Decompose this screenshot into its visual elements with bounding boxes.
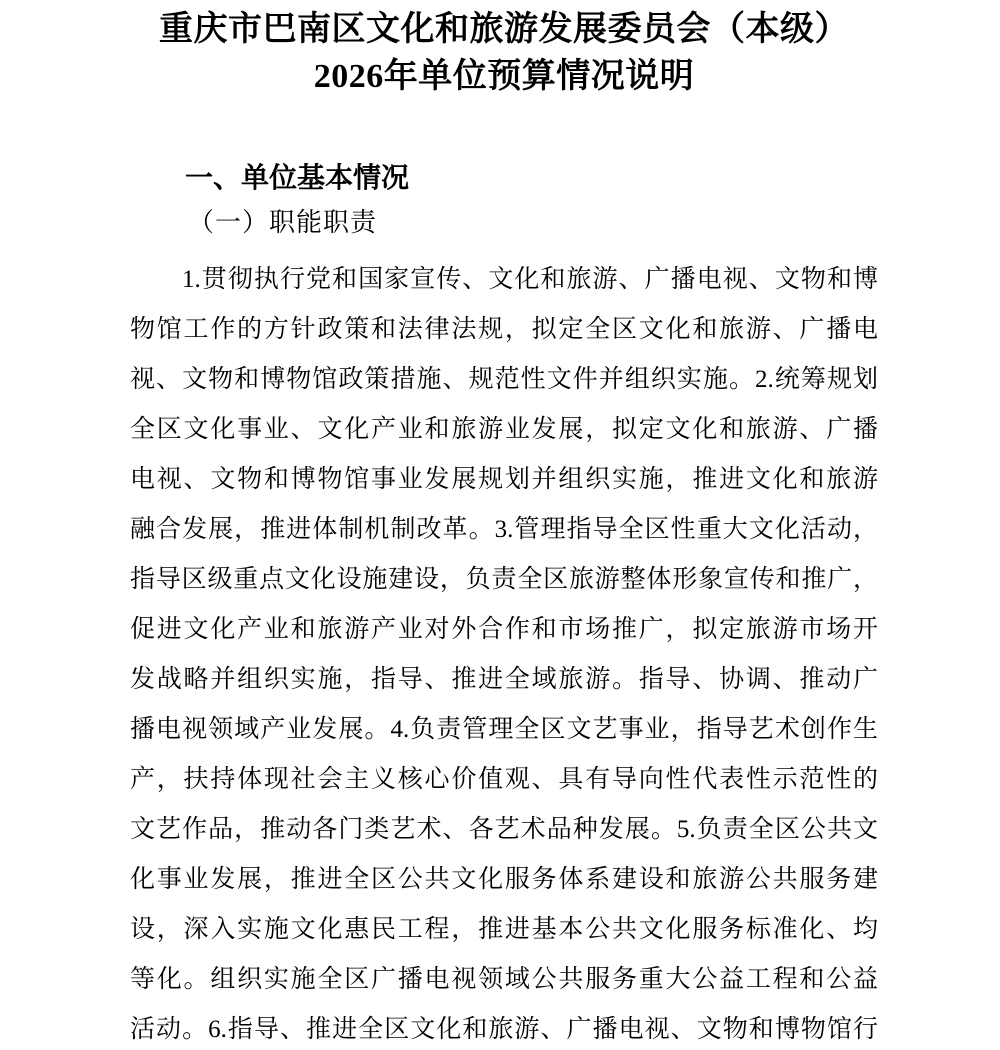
- body-line: 文艺作品，推动各门类艺术、各艺术品种发展。5.负责全区公共文: [130, 816, 878, 843]
- body-line: 活动。6.指导、推进全区文化和旅游、广播电视、文物和博物馆行: [130, 1016, 878, 1043]
- body-line: 化事业发展，推进全区公共文化服务体系建设和旅游公共服务建: [130, 866, 878, 893]
- body-line: 播电视领域产业发展。4.负责管理全区文艺事业，指导艺术创作生: [130, 716, 878, 743]
- document-title: [130, 6, 878, 100]
- body-line: 视、文物和博物馆政策措施、规范性文件并组织实施。2.统筹规划: [130, 366, 878, 393]
- body-line: 1.贯彻执行党和国家宣传、文化和旅游、广播电视、文物和博: [182, 266, 878, 293]
- body-paragraph: [130, 255, 878, 1050]
- subsection-heading-duties: （一）职能职责: [188, 208, 378, 237]
- body-line: 设，深入实施文化惠民工程，推进基本公共文化服务标准化、均: [130, 916, 878, 943]
- document-title-line1: 重庆市巴南区文化和旅游发展委员会（本级）: [159, 11, 849, 48]
- section-heading-basic-info: 一、单位基本情况: [185, 162, 410, 193]
- body-line: 等化。组织实施全区广播电视领域公共服务重大公益工程和公益: [130, 966, 878, 993]
- body-line: 电视、文物和博物馆事业发展规划并组织实施，推进文化和旅游: [130, 466, 878, 493]
- body-line: 产，扶持体现社会主义核心价值观、具有导向性代表性示范性的: [130, 766, 878, 793]
- body-line: 全区文化事业、文化产业和旅游业发展，拟定文化和旅游、广播: [130, 416, 878, 443]
- body-line: 融合发展，推进体制机制改革。3.管理指导全区性重大文化活动，: [130, 516, 878, 543]
- body-line: 物馆工作的方针政策和法律法规，拟定全区文化和旅游、广播电: [130, 316, 878, 343]
- body-line: 发战略并组织实施，指导、推进全域旅游。指导、协调、推动广: [130, 666, 878, 693]
- body-line: 促进文化产业和旅游产业对外合作和市场推广，拟定旅游市场开: [130, 616, 878, 643]
- body-line: 指导区级重点文化设施建设，负责全区旅游整体形象宣传和推广，: [130, 566, 878, 593]
- document-title-line2: 2026年单位预算情况说明: [313, 58, 695, 95]
